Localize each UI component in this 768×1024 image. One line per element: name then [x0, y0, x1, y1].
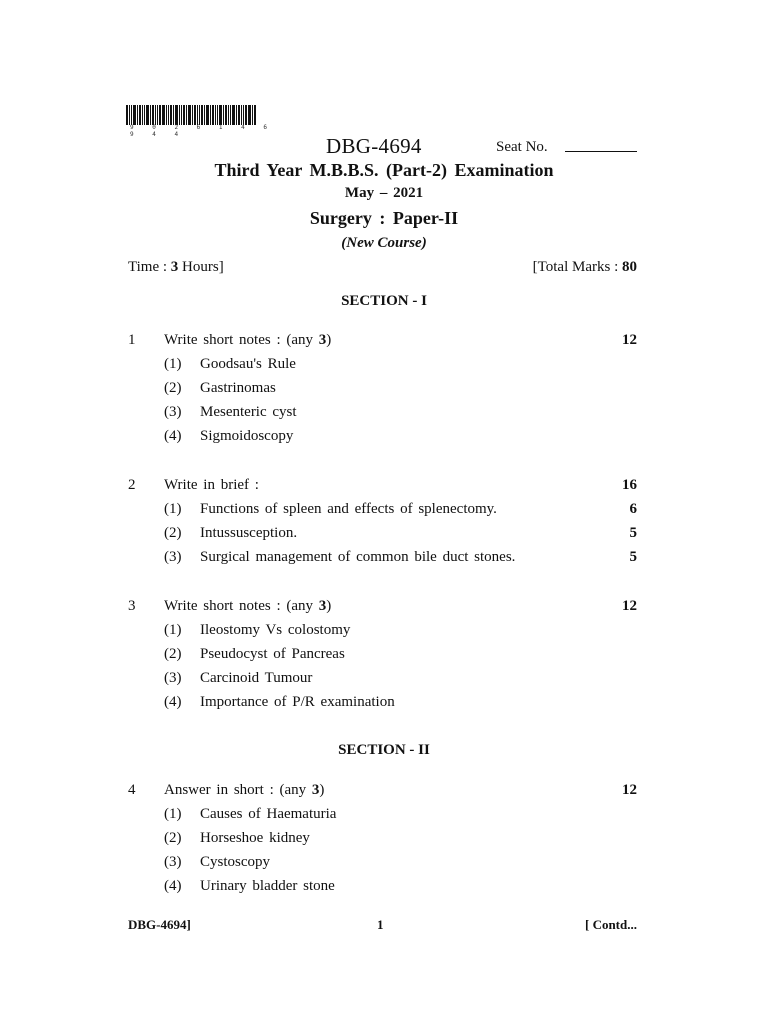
list-item: (1) Causes of Haematuria [164, 806, 337, 822]
list-item: (2) Horseshoe kidney [164, 830, 310, 846]
question-number: 2 [128, 477, 136, 493]
section-heading: SECTION - II [338, 742, 430, 758]
list-item: (3) Cystoscopy [164, 854, 271, 870]
list-item: (1) Ileostomy Vs colostomy [164, 622, 351, 638]
list-item: (4) Urinary bladder stone [164, 878, 335, 894]
list-item: (1) Functions of spleen and effects of splenectomy. [164, 501, 497, 517]
time-allowed: Time : 3 Hours] [128, 259, 224, 275]
exam-title: Third Year M.B.B.S. (Part-2) Examination [214, 160, 554, 180]
exam-date: May – 2021 [344, 185, 424, 201]
list-item: (2) Pseudocyst of Pancreas [164, 646, 345, 662]
total-marks: [Total Marks : 80 [532, 259, 637, 275]
question-marks: 12 [622, 782, 637, 798]
list-item: (4) Importance of P/R examination [164, 694, 395, 710]
course-label: (New Course) [341, 235, 427, 251]
item-marks: 5 [629, 525, 637, 541]
question-marks: 16 [622, 477, 637, 493]
section-heading: SECTION - I [341, 293, 427, 309]
page-number: 1 [377, 917, 384, 932]
question-marks: 12 [622, 332, 637, 348]
item-marks: 6 [629, 501, 637, 517]
question-text: Answer in short : (any 3) [164, 782, 325, 798]
question-number: 3 [128, 598, 136, 614]
list-item: (3) Mesenteric cyst [164, 404, 297, 420]
question-number: 4 [128, 782, 136, 798]
list-item: (3) Carcinoid Tumour [164, 670, 313, 686]
list-item: (1) Goodsau's Rule [164, 356, 296, 372]
paper-code: DBG-4694 [326, 134, 422, 158]
question-marks: 12 [622, 598, 637, 614]
barcode-digits: 9 0 2 6 1 4 6 9 4 4 [130, 124, 275, 138]
question-text: Write short notes : (any 3) [164, 598, 332, 614]
list-item: (2) Gastrinomas [164, 380, 276, 396]
seat-label: Seat No. [496, 139, 548, 155]
item-marks: 5 [629, 549, 637, 565]
list-item: (2) Intussusception. [164, 525, 298, 541]
question-number: 1 [128, 332, 136, 348]
footer-paper-code: DBG-4694] [128, 917, 191, 932]
barcode [126, 105, 290, 125]
question-text: Write in brief : [164, 477, 259, 493]
question-text: Write short notes : (any 3) [164, 332, 332, 348]
list-item: (4) Sigmoidoscopy [164, 428, 294, 444]
subject-title: Surgery : Paper-II [309, 208, 459, 228]
seat-number-line [565, 151, 637, 152]
continued-label: [ Contd... [584, 917, 637, 932]
list-item: (3) Surgical management of common bile duct stones. [164, 549, 516, 565]
